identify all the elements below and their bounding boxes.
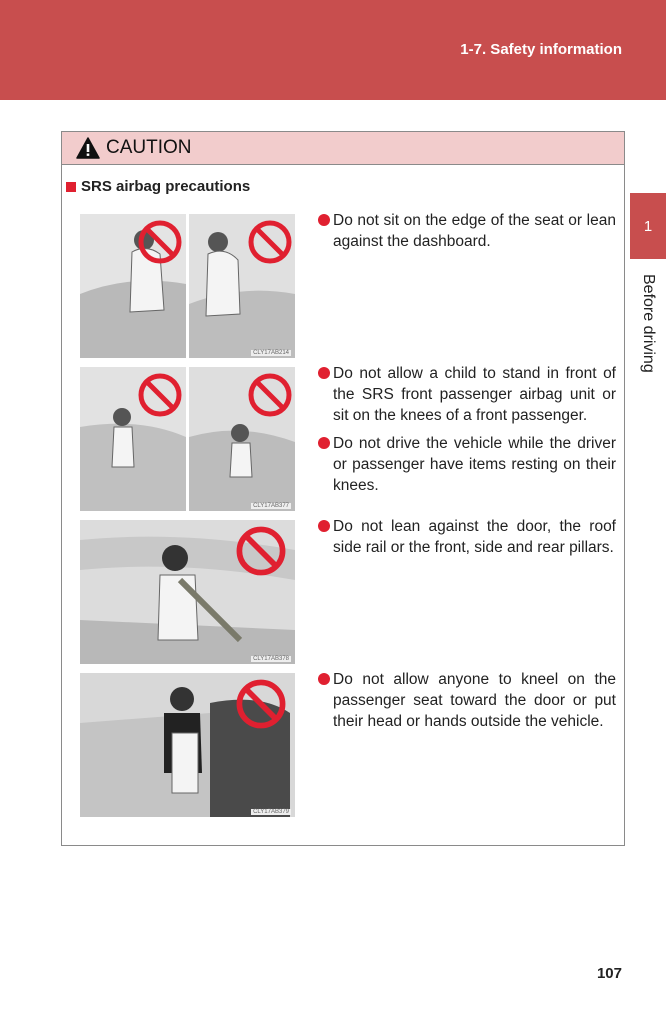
chapter-tab <box>630 193 666 259</box>
bullet-group-4 <box>318 669 616 739</box>
illustration-4 <box>80 673 295 817</box>
page-number: 107 <box>596 965 622 982</box>
image-code: CLY17AB379 <box>253 809 289 815</box>
bullet-item <box>318 516 616 558</box>
prohibition-icon <box>236 526 286 576</box>
bullet-item <box>318 433 616 496</box>
illustration-3 <box>80 520 295 664</box>
image-code: CLY17AB214 <box>253 350 289 356</box>
bullet-text: Do not sit on the edge of the seat or lean against the dashboard. <box>333 212 616 250</box>
bullet-dot-icon <box>318 437 330 449</box>
prohibition-icon <box>138 373 182 417</box>
image-code: CLY17AB377 <box>253 503 289 509</box>
caution-label: CAUTION <box>106 137 192 158</box>
section-heading <box>66 178 250 195</box>
bullet-group-2 <box>318 363 616 503</box>
page-header <box>0 0 666 100</box>
section-title: 1-7. Safety information <box>460 41 622 58</box>
illustration-1 <box>80 214 295 358</box>
bullet-item <box>318 210 616 252</box>
prohibition-icon <box>138 220 182 264</box>
caution-header <box>62 132 624 165</box>
caution-box <box>61 131 625 846</box>
section-heading-text: SRS airbag precautions <box>81 178 251 195</box>
prohibition-icon <box>236 679 286 729</box>
prohibition-icon <box>248 373 292 417</box>
illustration-2 <box>80 367 295 511</box>
image-code: CLY17AB378 <box>253 656 289 662</box>
chapter-label: Before driving <box>640 274 657 373</box>
warning-triangle-icon <box>76 137 100 159</box>
bullet-group-1 <box>318 210 616 259</box>
bullet-text: Do not drive the vehicle while the driver or passenger have items resting on their knees. <box>333 435 616 494</box>
bullet-item <box>318 669 616 732</box>
bullet-dot-icon <box>318 214 330 226</box>
bullet-group-3 <box>318 516 616 565</box>
bullet-text: Do not allow a child to stand in front of the SRS front passenger airbag unit or sit on the knees of a front passenger. <box>333 365 616 424</box>
bullet-text: Do not allow anyone to kneel on the passenger seat toward the door or put their head or hands outside the vehicle. <box>333 671 616 730</box>
bullet-dot-icon <box>318 673 330 685</box>
bullet-item <box>318 363 616 426</box>
prohibition-icon <box>248 220 292 264</box>
bullet-text: Do not lean against the door, the roof side rail or the front, side and rear pillars. <box>333 518 616 556</box>
bullet-dot-icon <box>318 520 330 532</box>
bullet-dot-icon <box>318 367 330 379</box>
chapter-number: 1 <box>643 217 653 235</box>
red-square-icon <box>66 182 76 192</box>
